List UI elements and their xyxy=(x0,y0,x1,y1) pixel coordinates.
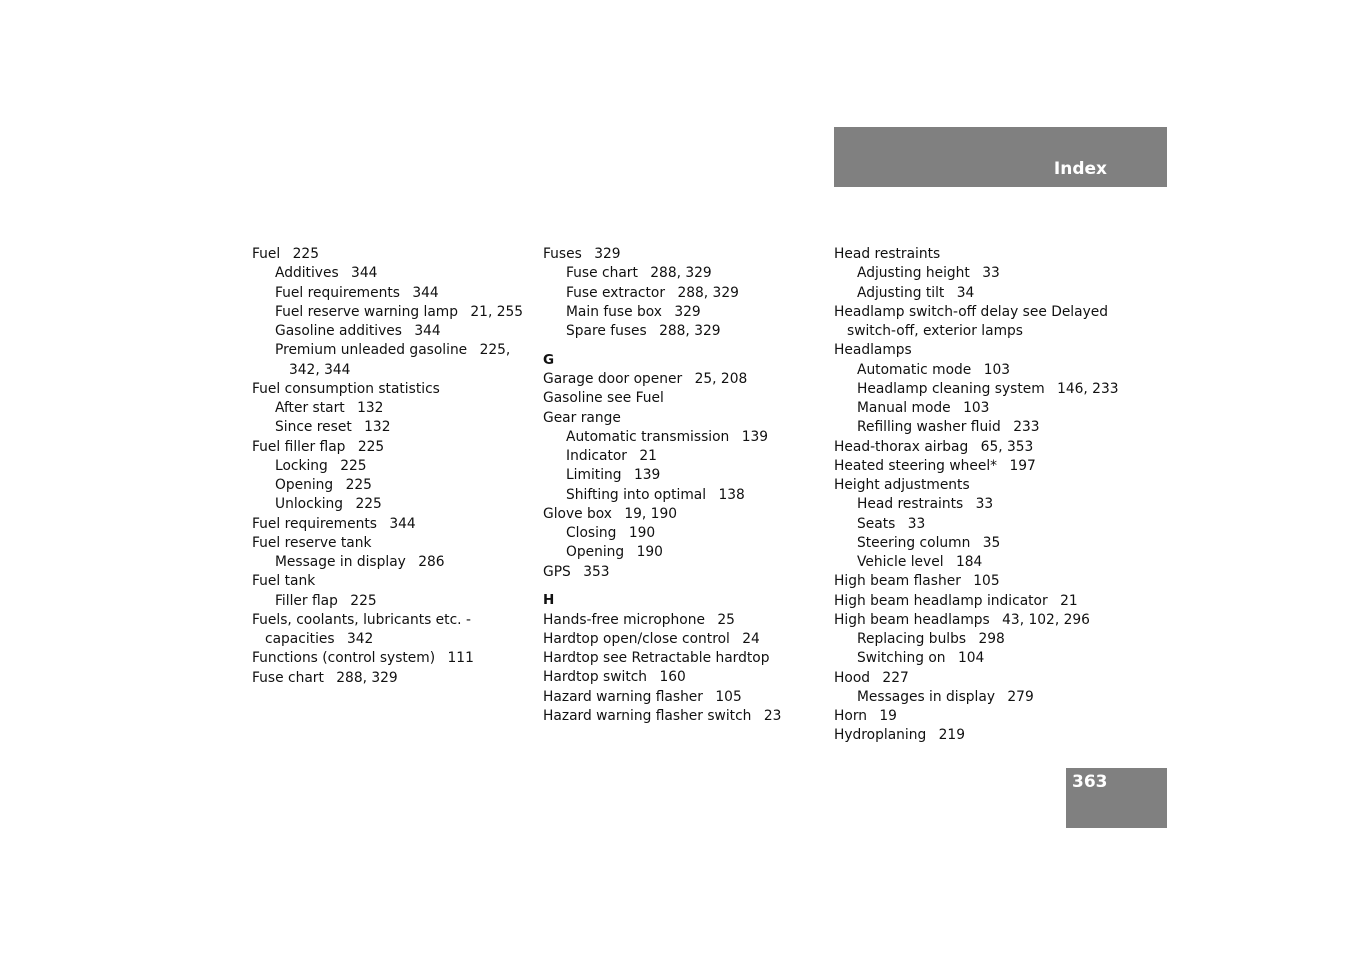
index-subentry xyxy=(834,361,1119,380)
index-subentry xyxy=(252,457,523,476)
entry-term: Fuel xyxy=(252,246,281,262)
entry-term: After start xyxy=(275,400,345,416)
index-entry xyxy=(834,669,1119,688)
entry-term: Messages in display xyxy=(857,688,995,705)
index-subentry xyxy=(252,553,523,572)
index-entry xyxy=(834,341,1119,360)
entry-term: Indicator xyxy=(566,448,627,465)
index-entry xyxy=(252,611,523,630)
index-subentry xyxy=(252,476,523,495)
entry-pages: 219 xyxy=(938,727,965,744)
entry-pages: 298 xyxy=(978,631,1005,647)
entry-term: GPS xyxy=(543,563,571,580)
index-subentry xyxy=(834,630,1119,649)
entry-term: Filler flap xyxy=(275,592,338,609)
entry-pages: 329 xyxy=(594,246,621,262)
entry-term: High beam flasher xyxy=(834,573,961,590)
entry-term: Hazard warning flasher xyxy=(543,688,703,705)
entry-term: Horn xyxy=(834,708,867,724)
entry-term: Heated steering wheel* xyxy=(834,457,998,474)
entry-term: Closing xyxy=(566,525,617,542)
entry-pages: 103 xyxy=(963,400,990,416)
index-entry xyxy=(834,476,1119,495)
entry-pages: 225 xyxy=(345,477,372,493)
index-entry xyxy=(252,380,523,399)
entry-pages: 227 xyxy=(882,669,909,686)
index-subentry xyxy=(543,284,781,303)
index-entry xyxy=(252,534,523,553)
entry-pages: 146, 233 xyxy=(1057,380,1119,397)
entry-term: Fuel filler flap xyxy=(252,438,346,455)
index-entry xyxy=(543,370,781,389)
entry-pages: 25 xyxy=(717,611,735,628)
index-subentry xyxy=(543,322,781,341)
entry-term: Head-thorax airbag xyxy=(834,438,969,455)
entry-pages: 23 xyxy=(763,707,782,724)
index-subentry xyxy=(834,284,1119,303)
index-subentry xyxy=(834,515,1119,534)
index-entry xyxy=(543,611,781,630)
entry-term: Premium unleaded gasoline xyxy=(275,342,468,359)
entry-term: Hardtop see Retractable hardtop xyxy=(543,650,770,667)
index-subentry xyxy=(834,534,1119,553)
entry-term: Functions (control system) xyxy=(252,650,436,667)
entry-term: Spare fuses xyxy=(566,323,647,339)
index-subentry xyxy=(252,264,523,283)
index-entry xyxy=(543,688,781,707)
index-entry xyxy=(834,245,1119,264)
entry-term: Height adjustments xyxy=(834,477,970,493)
entry-term: Manual mode xyxy=(857,400,951,416)
index-subentry xyxy=(543,466,781,485)
index-subentry xyxy=(252,495,523,514)
index-subentry xyxy=(252,341,523,360)
entry-pages: 225 xyxy=(350,592,377,609)
page-number: 363 xyxy=(1072,772,1108,792)
entry-pages: 353 xyxy=(583,563,610,580)
entry-term: Hardtop open/close control xyxy=(543,630,730,647)
entry-term: Adjusting tilt xyxy=(857,284,945,301)
index-subentry xyxy=(834,380,1119,399)
section-header-tab xyxy=(834,127,1167,187)
entry-pages: 43, 102, 296 xyxy=(1002,611,1090,628)
entry-term: switch-off, exterior lamps xyxy=(847,323,1023,339)
entry-term: Headlamps xyxy=(834,342,912,359)
entry-pages: 288, 329 xyxy=(659,323,721,339)
entry-term: Limiting xyxy=(566,467,622,484)
entry-term: Fuel requirements xyxy=(252,515,377,532)
entry-pages: 139 xyxy=(741,428,769,445)
entry-term: H xyxy=(543,592,555,609)
entry-pages: 286 xyxy=(418,554,445,570)
index-subentry xyxy=(543,447,781,466)
section-spacer xyxy=(543,341,781,351)
entry-pages: 225 xyxy=(357,438,385,455)
entry-pages: 288, 329 xyxy=(336,669,398,686)
entry-term: Fuel tank xyxy=(252,573,316,590)
index-subentry xyxy=(543,264,781,283)
entry-term: Adjusting height xyxy=(857,265,970,282)
entry-term: Gasoline additives xyxy=(275,323,402,339)
entry-pages: 139 xyxy=(633,467,661,484)
entry-pages: 288, 329 xyxy=(677,284,739,301)
entry-pages: 19, 190 xyxy=(624,505,678,522)
entry-term: Hardtop switch xyxy=(543,669,648,686)
index-entry xyxy=(252,438,523,457)
index-entry xyxy=(834,572,1119,591)
index-entry xyxy=(834,457,1119,476)
entry-pages: 111 xyxy=(447,650,474,667)
entry-pages: 35 xyxy=(982,534,1001,551)
entry-term: Head restraints xyxy=(857,496,964,513)
entry-term: Fuel requirements xyxy=(275,284,400,301)
index-subentry xyxy=(834,649,1119,668)
entry-pages: 344 xyxy=(412,284,439,301)
section-title: Index xyxy=(1053,159,1107,179)
entry-term: G xyxy=(543,351,555,368)
entry-pages: 279 xyxy=(1007,688,1034,705)
entry-pages: 225 xyxy=(340,457,367,474)
index-subentry xyxy=(543,486,781,505)
entry-term: Fuel reserve warning lamp xyxy=(275,303,458,320)
entry-pages: 105 xyxy=(715,688,742,705)
entry-term: Gear range xyxy=(543,409,621,426)
index-entry xyxy=(252,572,523,591)
entry-term: Seats xyxy=(857,515,896,532)
index-subentry xyxy=(252,630,523,649)
entry-pages: 34 xyxy=(956,284,975,301)
index-subentry xyxy=(834,495,1119,514)
index-entry xyxy=(252,669,523,688)
index-subentry xyxy=(834,399,1119,418)
entry-term: Hydroplaning xyxy=(834,727,927,744)
entry-term: Shifting into optimal xyxy=(566,486,707,503)
index-subentry xyxy=(543,524,781,543)
entry-term: Fuel consumption statistics xyxy=(252,380,440,397)
entry-term: Steering column xyxy=(857,534,971,551)
index-subentry xyxy=(543,428,781,447)
entry-pages: 160 xyxy=(659,669,686,686)
index-entry xyxy=(834,611,1119,630)
entry-term: Fuse chart xyxy=(252,669,324,686)
index-entry xyxy=(834,592,1119,611)
entry-pages: 138 xyxy=(718,486,745,503)
index-entry xyxy=(252,515,523,534)
index-entry xyxy=(834,707,1119,726)
entry-pages: 190 xyxy=(628,525,656,542)
entry-term: High beam headlamp indicator xyxy=(834,592,1048,609)
page-number-tab xyxy=(1066,768,1167,828)
entry-term: Headlamp cleaning system xyxy=(857,380,1045,397)
entry-term: Fuses xyxy=(543,246,582,262)
index-entry xyxy=(543,505,781,524)
entry-pages: 225 xyxy=(292,246,319,262)
index-column-1 xyxy=(252,245,523,688)
index-entry xyxy=(543,707,781,726)
index-subentry xyxy=(834,322,1119,341)
section-spacer xyxy=(543,582,781,592)
index-subentry xyxy=(252,303,523,322)
index-column-3 xyxy=(834,245,1119,746)
entry-pages: 344 xyxy=(351,265,378,282)
entry-pages: 197 xyxy=(1009,457,1036,474)
entry-term: Glove box xyxy=(543,505,612,522)
entry-term: Automatic mode xyxy=(857,361,972,378)
index-subentry xyxy=(543,543,781,562)
entry-pages: 33 xyxy=(975,496,994,513)
entry-term: Main fuse box xyxy=(566,303,662,320)
index-subentry xyxy=(834,418,1119,437)
entry-term: Switching on xyxy=(857,650,946,667)
entry-term: Opening xyxy=(566,544,625,561)
index-subentry xyxy=(834,264,1119,283)
entry-term: Hazard warning flasher switch xyxy=(543,707,752,724)
entry-term: Hood xyxy=(834,669,871,686)
index-entry xyxy=(543,409,781,428)
entry-pages: 225, xyxy=(479,342,511,359)
entry-pages: 132 xyxy=(364,419,391,436)
entry-pages: 33 xyxy=(907,515,926,532)
entry-term: High beam headlamps xyxy=(834,611,990,628)
entry-term: 342, 344 xyxy=(289,361,351,378)
entry-pages: 21, 255 xyxy=(470,303,524,320)
index-subentry xyxy=(834,553,1119,572)
index-subentry xyxy=(252,322,523,341)
index-subentry xyxy=(252,399,523,418)
index-entry xyxy=(543,630,781,649)
index-entry xyxy=(834,438,1119,457)
entry-term: Garage door opener xyxy=(543,371,683,388)
index-entry xyxy=(543,668,781,687)
index-entry xyxy=(543,389,781,408)
index-entry xyxy=(252,649,523,668)
entry-pages: 342 xyxy=(347,631,374,647)
entry-pages: 104 xyxy=(957,650,985,667)
index-subentry xyxy=(252,284,523,303)
entry-term: Locking xyxy=(275,457,328,474)
entry-pages: 21 xyxy=(1060,592,1078,609)
entry-pages: 21 xyxy=(639,448,657,465)
entry-term: Since reset xyxy=(275,419,352,436)
entry-term: Unlocking xyxy=(275,496,344,513)
entry-term: Replacing bulbs xyxy=(857,631,967,647)
entry-term: Automatic transmission xyxy=(566,428,730,445)
entry-term: capacities xyxy=(265,631,335,647)
index-subentry xyxy=(252,361,523,380)
entry-term: Additives xyxy=(275,265,339,282)
index-entry xyxy=(834,726,1119,745)
entry-pages: 103 xyxy=(983,361,1011,378)
index-entry xyxy=(543,245,781,264)
index-entry xyxy=(543,563,781,582)
index-subentry xyxy=(252,592,523,611)
entry-term: Gasoline see Fuel xyxy=(543,390,664,407)
index-subentry xyxy=(834,688,1119,707)
entry-pages: 65, 353 xyxy=(980,438,1034,455)
entry-pages: 225 xyxy=(355,496,382,513)
entry-term: Headlamp switch-off delay see Delayed xyxy=(834,303,1109,320)
entry-term: Vehicle level xyxy=(857,554,944,570)
index-entry xyxy=(252,245,523,264)
index-subentry xyxy=(543,303,781,322)
entry-pages: 24 xyxy=(742,630,760,647)
entry-pages: 344 xyxy=(414,323,441,339)
entry-pages: 184 xyxy=(955,554,983,570)
index-subentry xyxy=(252,418,523,437)
entry-pages: 344 xyxy=(389,515,416,532)
entry-term: Fuels, coolants, lubricants etc. - xyxy=(252,611,471,628)
entry-term: Fuse chart xyxy=(566,265,638,282)
entry-pages: 329 xyxy=(674,303,701,320)
entry-term: Head restraints xyxy=(834,246,941,262)
index-entry xyxy=(543,649,781,668)
entry-term: Hands-free microphone xyxy=(543,611,705,628)
entry-pages: 190 xyxy=(636,544,663,561)
entry-pages: 132 xyxy=(357,400,384,416)
entry-term: Opening xyxy=(275,477,334,493)
index-entry xyxy=(834,303,1119,322)
index-column-2 xyxy=(543,245,781,726)
entry-pages: 105 xyxy=(973,573,1000,590)
entry-pages: 33 xyxy=(982,265,1000,282)
entry-pages: 288, 329 xyxy=(650,265,712,282)
entry-pages: 19 xyxy=(879,708,897,724)
entry-term: Refilling washer fluid xyxy=(857,419,1001,436)
entry-pages: 233 xyxy=(1013,419,1040,436)
entry-pages: 25, 208 xyxy=(694,371,748,388)
entry-term: Fuel reserve tank xyxy=(252,534,372,551)
entry-term: Fuse extractor xyxy=(566,284,666,301)
section-letter xyxy=(543,591,781,610)
section-letter xyxy=(543,351,781,370)
entry-term: Message in display xyxy=(275,554,406,570)
